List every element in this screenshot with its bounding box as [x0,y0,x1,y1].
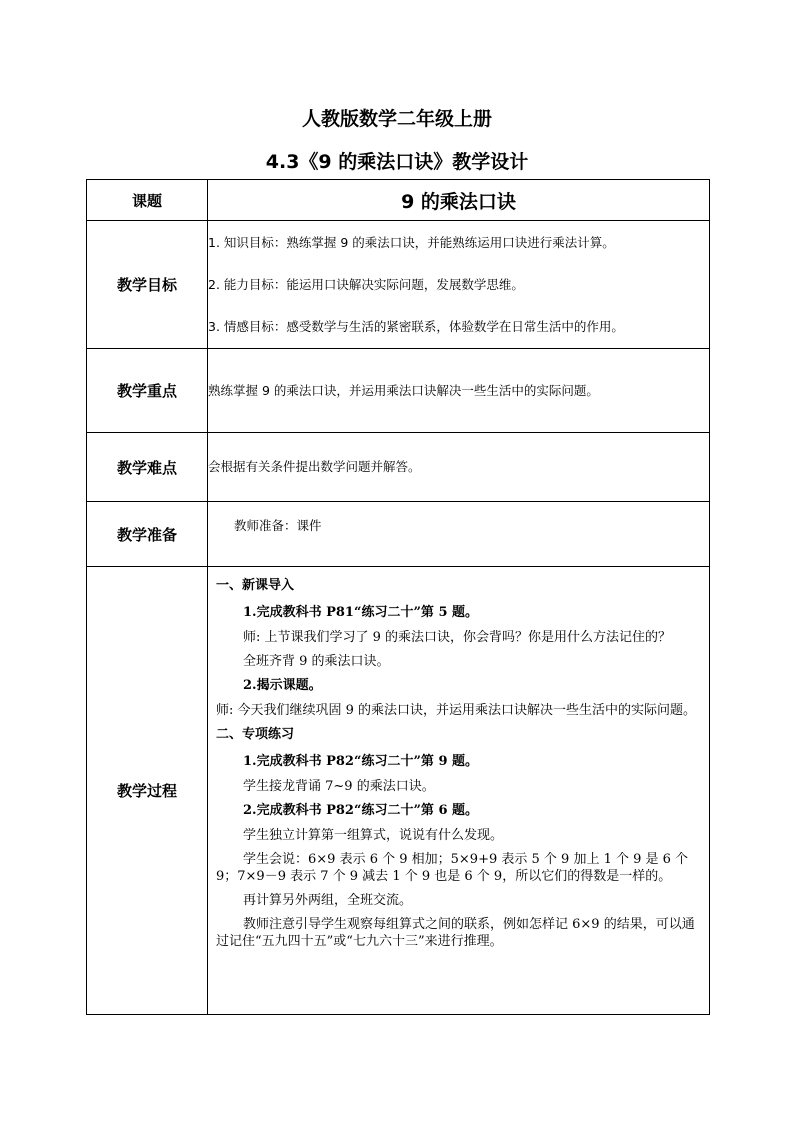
process-cell [208,567,710,1015]
document-subtitle: 4.3《9 的乘法口诀》教学设计 [265,151,529,173]
practice-paragraph-4: 再计算另外两组，全班交流。 [243,893,413,908]
practice-item-1: 1.完成教科书 P82“练习二十”第 9 题。 [243,754,479,769]
intro-paragraph-2: 全班齐背 9 的乘法口诀。 [243,654,390,669]
key-points-label: 教学重点 [87,349,208,433]
document-title: 人教版数学二年级上册 [301,108,492,130]
intro-paragraph-1: 师: 上节课我们学习了 9 的乘法口诀，你会背吗？你是用什么方法记住的？ [243,630,672,645]
section-practice-heading: 二、专项练习 [216,727,295,742]
goal-knowledge: 1. 知识目标：熟练掌握 9 的乘法口诀，并能熟练运用口诀进行乘法计算。 [208,234,615,250]
difficulty-label: 教学难点 [87,433,208,502]
preparation-row [87,502,710,567]
intro-item-2: 2.揭示课题。 [243,678,322,693]
practice-paragraph-3: 学生会说：6×9 表示 6 个 9 相加；5×9+9 表示 5 个 9 加上 1 个 9 是 6 个 9；7×9－9 表示 7 个 9 减去 1 个 9 也是 6 个 9，所以它们的得数是一样的。 [216,852,689,884]
goals-cell [208,221,710,349]
preparation-label: 教学准备 [87,502,208,567]
intro-paragraph-3: 师: 今天我们继续巩固 9 的乘法口诀，并运用乘法口诀解决一些生活中的实际问题。 [216,703,697,718]
practice-item-2: 2.完成教科书 P82“练习二十”第 6 题。 [243,803,479,818]
goals-label: 教学目标 [87,221,208,349]
practice-paragraph-1: 学生接龙背诵 7~9 的乘法口诀。 [243,779,435,794]
process-row [87,567,710,1015]
goals-row [87,221,710,349]
practice-paragraph-5: 教师注意引导学生观察每组算式之间的联系，例如怎样记 6×9 的结果，可以通过记住“五九四十五”或“七九六十三”来进行推理。 [216,917,695,949]
practice-paragraph-2: 学生独立计算第一组算式，说说有什么发现。 [243,828,504,843]
difficulty-row [87,433,710,502]
process-label: 教学过程 [87,567,208,1015]
goal-emotion: 3. 情感目标：感受数学与生活的紧密联系，体验数学在日常生活中的作用。 [208,318,624,334]
goal-ability: 2. 能力目标：能运用口诀解决实际问题，发展数学思维。 [208,276,524,292]
topic-label: 课题 [87,180,208,221]
preparation-text: 教师准备：课件 [208,502,710,567]
intro-item-1: 1.完成教科书 P81“练习二十”第 5 题。 [243,605,479,620]
topic-row [87,180,710,221]
key-points-row [87,349,710,433]
topic-value: 9 的乘法口诀 [208,180,710,221]
key-points-text: 熟练掌握 9 的乘法口诀，并运用乘法口诀解决一些生活中的实际问题。 [208,349,710,433]
difficulty-text: 会根据有关条件提出数学问题并解答。 [208,433,710,502]
section-intro-heading: 一、新课导入 [216,578,295,593]
lesson-plan-table [86,179,710,1015]
